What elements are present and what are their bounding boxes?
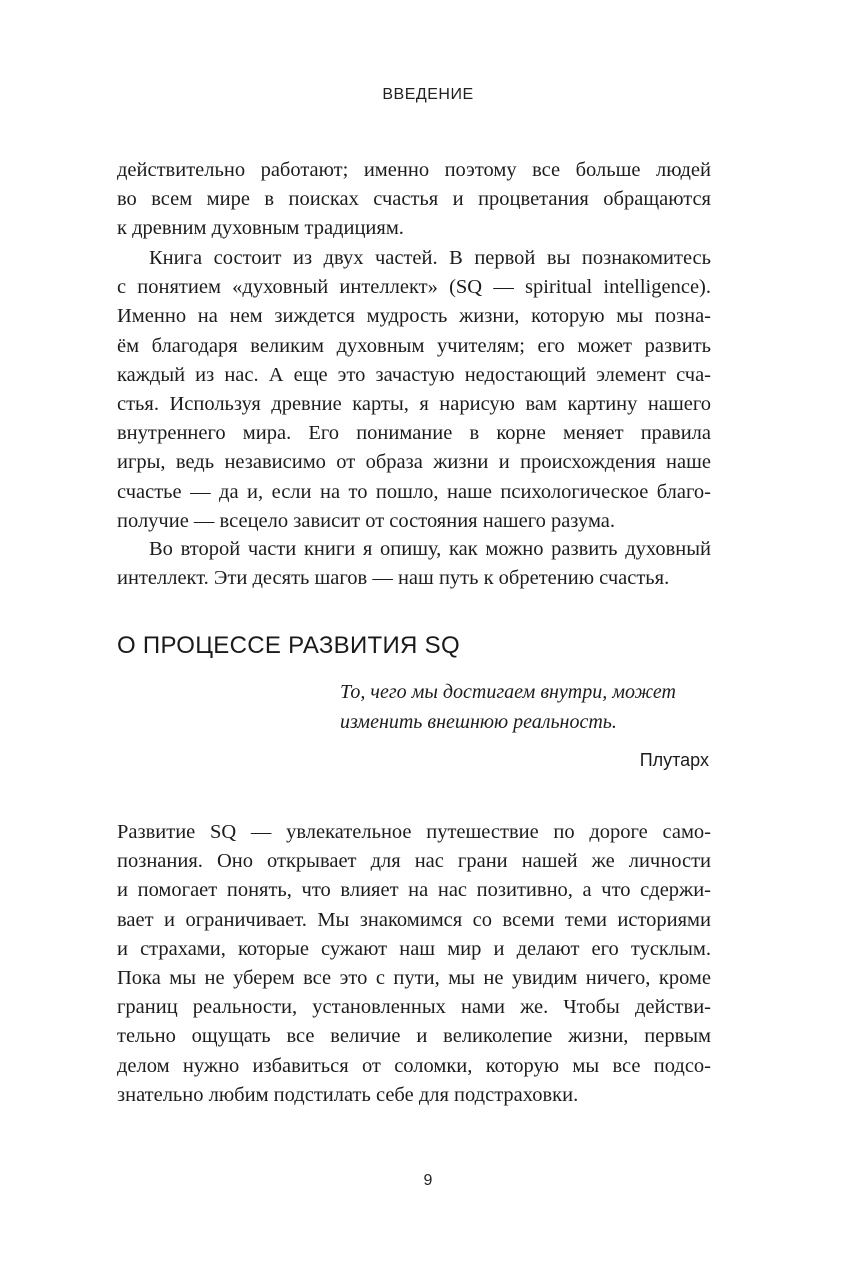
text-line: Развитие SQ — увлекательное путешествие по дороге само- [117,821,711,843]
text-line: стья. Используя древние карты, я нарисую вам картину нашего [117,392,711,415]
text-line: с понятием «духовный интеллект» (SQ — spiritual intelligence). [117,276,711,299]
epigraph-line: изменить внешнюю реальность. [340,711,617,733]
text-line: ём благодаря великим духовным учителям; его может развить [117,334,711,357]
text-line: к древним духовным традициям. [117,217,404,240]
text-line: внутреннего мира. Его понимание в корне меняет правила [117,422,711,445]
text-line: познания. Оно открывает для нас грани нашей же личности [117,850,711,873]
text-line: каждый из нас. А еще это зачастую недостающий элемент сча- [117,363,711,386]
text-line: Именно на нем зиждется мудрость жизни, которую мы позна- [117,305,711,328]
text-line: знательно любим подстилать себе для подстраховки. [117,1083,579,1106]
paragraph-book-structure [117,244,711,536]
page-number: 9 [423,1172,433,1189]
text-line: Во второй части книги я опишу, как можно развить духовный [149,538,711,560]
text-line: счастье — да и, если на то пошло, наше психологическое благо- [117,480,711,503]
text-line: получие — всецело зависит от состояния нашего разума. [117,509,616,532]
text-line: Пока мы не уберем все это с пути, мы не увидим ничего, кроме [117,966,711,989]
running-head: ВВЕДЕНИЕ [382,86,474,103]
text-line: границ реальности, установленных нами же. Чтобы действи- [117,996,711,1019]
text-line: интеллект. Эти десять шагов — наш путь к обретению счастья. [117,567,670,590]
text-line: делом нужно избавиться от соломки, которую мы все подсо- [117,1054,711,1077]
paragraph-second-part [117,535,711,593]
text-line: тельно ощущать все величие и великолепие жизни, первым [117,1025,711,1048]
epigraph [340,677,706,737]
paragraph-continuation [117,156,711,244]
epigraph-line: То, чего мы достигаем внутри, может [340,681,676,703]
text-line: вает и ограничивает. Мы знакомимся со всеми теми историями [117,908,711,931]
epigraph-attribution: Плутарх [639,750,709,770]
text-line: Книга состоит из двух частей. В первой вы познакомитесь [149,247,711,269]
text-line: и помогает понять, что влияет на нас позитивно, а что сдержи- [117,879,711,902]
text-line: во всем мире в поисках счастья и процветания обращаются [117,188,711,211]
paragraph-sq-development [117,818,711,1110]
text-line: действительно работают; именно поэтому все больше людей [117,159,711,181]
text-line: и страхами, которые сужают наш мир и делают его тусклым. [117,937,711,960]
text-line: игры, ведь независимо от образа жизни и происхождения наше [117,451,711,474]
section-heading: О ПРОЦЕССЕ РАЗВИТИЯ SQ [117,632,460,659]
